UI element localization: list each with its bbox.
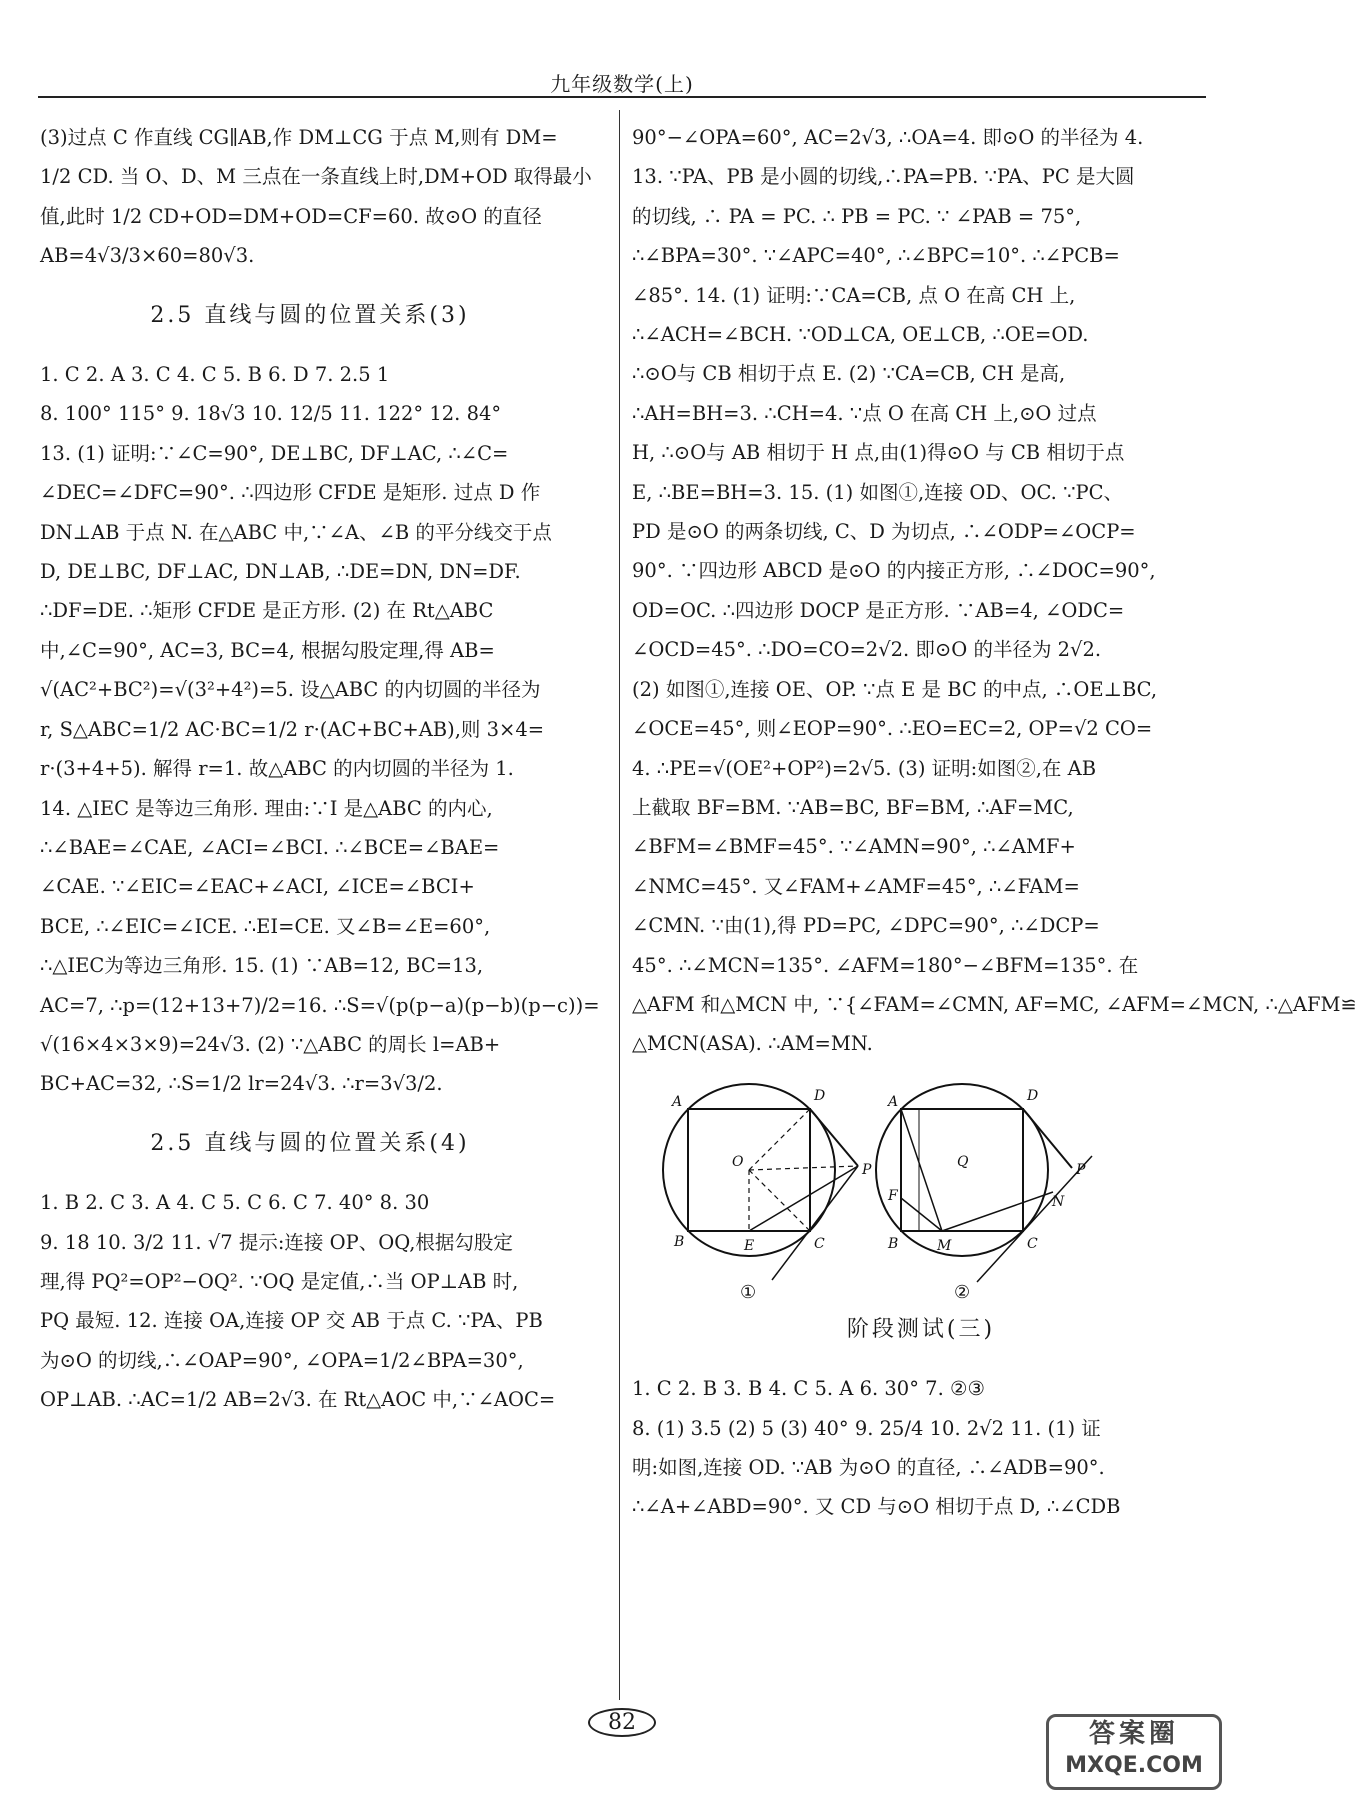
text-line: ∠CAE. ∵∠EIC=∠EAC+∠ACI, ∠ICE=∠BCI+ xyxy=(40,875,475,899)
text-line: 9. 18 10. 3/2 11. √7 提示:连接 OP、OQ,根据勾股定 xyxy=(40,1230,513,1254)
fig1-label-a: A xyxy=(672,1093,683,1110)
text-line: 90°. ∵四边形 ABCD 是⊙O 的内接正方形, ∴∠DOC=90°, xyxy=(632,559,1156,583)
text-line: BC+AC=32, ∴S=1/2 lr=24√3. ∴r=3√3/2. xyxy=(40,1072,443,1096)
text-line: AB=4√3/3×60=80√3. xyxy=(40,244,255,268)
text-line: (2) 如图①,连接 OE、OP. ∵点 E 是 BC 的中点, ∴OE⊥BC, xyxy=(632,677,1158,701)
header-rule xyxy=(38,96,1206,98)
spacer xyxy=(632,1349,1210,1369)
fig2-label-p: P xyxy=(1076,1161,1086,1178)
fig2-tangent-line xyxy=(977,1156,1092,1282)
fig1-dashed-op xyxy=(749,1166,858,1170)
fig2-line-am xyxy=(901,1109,942,1231)
text-line: 90°−∠OPA=60°, AC=2√3, ∴OA=4. 即⊙O 的半径为 4. xyxy=(632,126,1144,149)
text-line: 1. C 2. A 3. C 4. C 5. B 6. D 7. 2.5 1 xyxy=(40,363,390,387)
left-column xyxy=(40,118,600,1420)
text-line: 14. △IEC 是等边三角形. 理由:∵I 是△ABC 的内心, xyxy=(40,796,493,820)
fig1-caption: ① xyxy=(740,1281,757,1303)
page-number-text: 82 xyxy=(588,1708,656,1737)
section-heading: 2.5 直线与圆的位置关系(4) xyxy=(150,1130,470,1156)
spacer xyxy=(40,1163,580,1183)
text-line: BCE, ∴∠EIC=∠ICE. ∴EI=CE. 又∠B=∠E=60°, xyxy=(40,914,491,938)
text-line: r, S△ABC=1/2 AC·BC=1/2 r·(AC+BC+AB),则 3×4= xyxy=(40,717,545,741)
text-line: √(16×4×3×9)=24√3. (2) ∵△ABC 的周长 l=AB+ xyxy=(40,1032,501,1056)
text-line: 8. (1) 3.5 (2) 5 (3) 40° 9. 25/4 10. 2√2 11. (1) 证 xyxy=(632,1416,1101,1440)
text-line: AC=7, ∴p=(12+13+7)/2=16. ∴S=√(p(p−a)(p−b)(p−c))= xyxy=(40,993,600,1017)
text-line: 明:如图,连接 OD. ∵AB 为⊙O 的直径, ∴∠ADB=90°. xyxy=(632,1455,1105,1479)
text-line: 理,得 PQ²=OP²−OQ². ∵OQ 是定值,∴当 OP⊥AB 时, xyxy=(40,1269,519,1293)
text-line: 值,此时 1/2 CD+OD=DM+OD=CF=60. 故⊙O 的直径 xyxy=(40,204,542,228)
text-line: 为⊙O 的切线,∴∠OAP=90°, ∠OPA=1/2∠BPA=30°, xyxy=(40,1348,524,1372)
page-header: 九年级数学(上) xyxy=(550,72,694,96)
text-line: ∠CMN. ∵由(1),得 PD=PC, ∠DPC=90°, ∴∠DCP= xyxy=(632,914,1100,938)
text-line: OD=OC. ∴四边形 DOCP 是正方形. ∵AB=4, ∠ODC= xyxy=(632,598,1125,622)
fig1-dashed-od xyxy=(749,1109,810,1170)
fig1-label-o: O xyxy=(732,1153,744,1170)
fig2-label-f: F xyxy=(888,1187,898,1204)
text-line: r·(3+4+5). 解得 r=1. 故△ABC 的内切圆的半径为 1. xyxy=(40,757,514,781)
text-line: DN⊥AB 于点 N. 在△ABC 中,∵∠A、∠B 的平分线交于点 xyxy=(40,520,552,544)
fig2-label-n: N xyxy=(1052,1193,1065,1210)
text-line: ∴∠BAE=∠CAE, ∠ACI=∠BCI. ∴∠BCE=∠BAE= xyxy=(40,835,500,859)
figure-1-labels xyxy=(670,1088,872,1303)
figure-2-labels xyxy=(886,1088,1086,1303)
text-line: △MCN(ASA). ∴AM=MN. xyxy=(632,1032,873,1056)
fig1-line-ep xyxy=(749,1166,858,1231)
fig1-label-e: E xyxy=(744,1237,755,1254)
text-line: 13. (1) 证明:∵∠C=90°, DE⊥BC, DF⊥AC, ∴∠C= xyxy=(40,441,509,465)
text-line: 45°. ∴∠MCN=135°. ∠AFM=180°−∠BFM=135°. 在 xyxy=(632,953,1139,977)
watermark-logo xyxy=(1046,1714,1222,1790)
text-line: OP⊥AB. ∴AC=1/2 AB=2√3. 在 Rt△AOC 中,∵∠AOC= xyxy=(40,1388,556,1412)
fig2-label-d: D xyxy=(1027,1087,1039,1104)
figure-1 xyxy=(663,1084,858,1280)
text-line: 1. B 2. C 3. A 4. C 5. C 6. C 7. 40° 8. 30 xyxy=(40,1191,430,1215)
text-line: H, ∴⊙O与 AB 相切于 H 点,由(1)得⊙O 与 CB 相切于点 xyxy=(632,441,1125,465)
text-line: 13. ∵PA、PB 是小圆的切线,∴PA=PB. ∵PA、PC 是大圆 xyxy=(632,165,1135,189)
text-line: 8. 100° 115° 9. 18√3 10. 12/5 11. 122° 12. 84° xyxy=(40,402,502,426)
text-line: ∴∠ACH=∠BCH. ∵OD⊥CA, OE⊥CB, ∴OE=OD. xyxy=(632,323,1089,347)
right-column xyxy=(632,118,1357,1527)
watermark-line2: MXQE.COM xyxy=(1065,1753,1203,1778)
text-line: ∴DF=DE. ∴矩形 CFDE 是正方形. (2) 在 Rt△ABC xyxy=(40,599,494,623)
text-line: (3)过点 C 作直线 CG∥AB,作 DM⊥CG 于点 M,则有 DM= xyxy=(40,126,558,149)
text-line: E, ∴BE=BH=3. 15. (1) 如图①,连接 OD、OC. ∵PC、 xyxy=(632,480,1124,504)
section-heading: 阶段测试(三) xyxy=(846,1316,996,1342)
fig1-label-b: B xyxy=(674,1233,685,1250)
text-line: ∴⊙O与 CB 相切于点 E. (2) ∵CA=CB, CH 是高, xyxy=(632,362,1066,386)
fig2-label-a: A xyxy=(888,1093,899,1110)
fig1-label-p: P xyxy=(862,1161,872,1178)
text-line: 1/2 CD. 当 O、D、M 三点在一条直线上时,DM+OD 取得最小 xyxy=(40,165,592,189)
spacer xyxy=(40,1104,580,1124)
text-line: 的切线, ∴ PA = PC. ∴ PB = PC. ∵ ∠PAB = 75°, xyxy=(632,204,1082,228)
fig1-tangent-cp xyxy=(772,1166,858,1280)
column-divider xyxy=(619,110,620,1700)
spacer xyxy=(40,276,580,296)
text-line: ∴△IEC为等边三角形. 15. (1) ∵AB=12, BC=13, xyxy=(40,954,484,978)
text-line: ∠DEC=∠DFC=90°. ∴四边形 CFDE 是矩形. 过点 D 作 xyxy=(40,481,541,505)
text-line: D, DE⊥BC, DF⊥AC, DN⊥AB, ∴DE=DN, DN=DF. xyxy=(40,560,521,584)
text-line: ∴AH=BH=3. ∴CH=4. ∵点 O 在高 CH 上,⊙O 过点 xyxy=(632,401,1097,425)
text-line: 上截取 BF=BM. ∵AB=BC, BF=BM, ∴AF=MC, xyxy=(632,795,1074,819)
text-line: △AFM 和△MCN 中, ∵{∠FAM=∠CMN, AF=MC, ∠AFM=∠MCN, ∴△AFM≌ xyxy=(632,992,1357,1016)
text-line: ∠OCD=45°. ∴DO=CO=2√2. 即⊙O 的半径为 2√2. xyxy=(632,638,1102,662)
fig2-label-m: M xyxy=(937,1237,952,1254)
text-line: 中,∠C=90°, AC=3, BC=4, 根据勾股定理,得 AB= xyxy=(40,638,495,662)
text-line: ∠BFM=∠BMF=45°. ∵∠AMN=90°, ∴∠AMF+ xyxy=(632,835,1076,859)
text-line: ∠OCE=45°, 则∠EOP=90°. ∴EO=EC=2, OP=√2 CO= xyxy=(632,717,1153,741)
fig2-caption: ② xyxy=(954,1281,971,1303)
text-line: PD 是⊙O 的两条切线, C、D 为切点, ∴∠ODP=∠OCP= xyxy=(632,520,1136,544)
text-line: √(AC²+BC²)=√(3²+4²)=5. 设△ABC 的内切圆的半径为 xyxy=(40,678,541,702)
figure-2 xyxy=(876,1084,1092,1282)
spacer xyxy=(40,335,580,355)
text-line: ∠NMC=45°. 又∠FAM+∠AMF=45°, ∴∠FAM= xyxy=(632,874,1080,898)
text-line: ∴∠BPA=30°. ∵∠APC=40°, ∴∠BPC=10°. ∴∠PCB= xyxy=(632,244,1120,268)
text-line: PQ 最短. 12. 连接 OA,连接 OP 交 AB 于点 C. ∵PA、PB xyxy=(40,1309,543,1333)
text-line: ∴∠A+∠ABD=90°. 又 CD 与⊙O 相切于点 D, ∴∠CDB xyxy=(632,1495,1121,1519)
fig1-label-c: C xyxy=(814,1235,825,1252)
geometry-figures xyxy=(632,1070,1192,1310)
text-line: ∠85°. 14. (1) 证明:∵CA=CB, 点 O 在高 CH 上, xyxy=(632,283,1076,307)
text-line: 1. C 2. B 3. B 4. C 5. A 6. 30° 7. ②③ xyxy=(632,1377,985,1401)
section-heading: 2.5 直线与圆的位置关系(3) xyxy=(150,302,470,328)
fig2-label-c: C xyxy=(1027,1235,1038,1252)
fig1-label-d: D xyxy=(814,1087,826,1104)
text-line: 4. ∴PE=√(OE²+OP²)=2√5. (3) 证明:如图②,在 AB xyxy=(632,756,1097,780)
fig2-label-b: B xyxy=(888,1235,899,1252)
fig2-label-q: Q xyxy=(957,1153,969,1170)
watermark-line1: 答案圈 xyxy=(1088,1719,1179,1749)
